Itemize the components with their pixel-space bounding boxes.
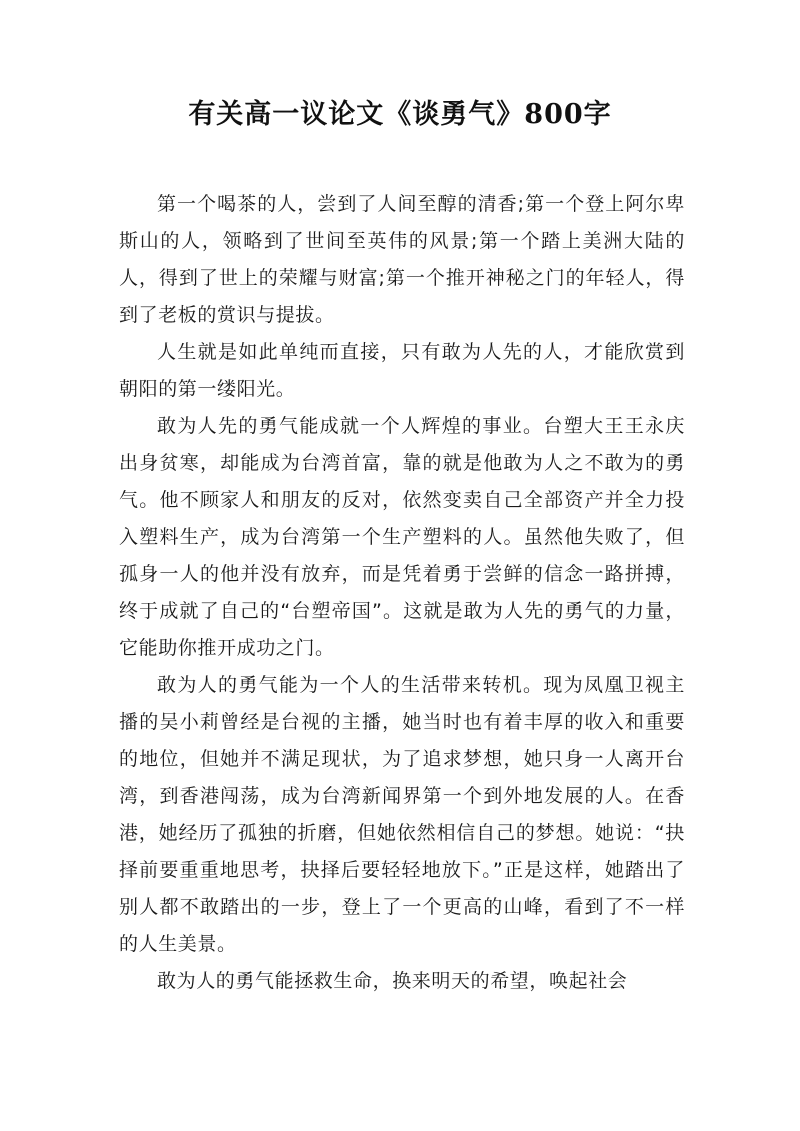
paragraph-4: 敢为人的勇气能为一个人的生活带来转机。现为凤凰卫视主播的吴小莉曾经是台视的主播，她当时也有着丰厚的收入和重要的地位，但她并不满足现状，为了追求梦想，她只身一人离开台湾，到香港闯荡，成为台湾新闻界第一个到外地发展的人。在香港，她经历了孤独的折磨，但她依然相信自己的梦想。她说：“抉择前要重重地思考，抉择后要轻轻地放下。”正是这样，她踏出了别人都不敢踏出的一步，登上了一个更高的山峰，看到了不一样的人生美景。: [119, 674, 685, 955]
paragraph-2: 人生就是如此单纯而直接，只有敢为人先的人，才能欣赏到朝阳的第一缕阳光。: [119, 341, 685, 400]
paragraph-5: 敢为人的勇气能拯救生命，换来明天的希望，唤起社会: [157, 970, 628, 992]
paragraph-3: 敢为人先的勇气能成就一个人辉煌的事业。台塑大王王永庆出身贫寒，却能成为台湾首富，靠的就是他敢为人之不敢为的勇气。他不顾家人和朋友的反对，依然变卖自己全部资产并全力投入塑料生产，成为台湾第一个生产塑料的人。虽然他失败了，但孤身一人的他并没有放弃，而是凭着勇于尝鲜的信念一路拼搏，终于成就了自己的“台塑帝国”。这就是敢为人先的勇气的力量，它能助你推开成功之门。: [119, 415, 685, 659]
paragraph-1: 第一个喝茶的人，尝到了人间至醇的清香;第一个登上阿尔卑斯山的人，领略到了世间至英伟的风景;第一个踏上美洲大陆的人，得到了世上的荣耀与财富;第一个推开神秘之门的年轻人，得到了老板的赏识与提拔。: [119, 193, 685, 326]
document-title: 有关高一议论文《谈勇气》800字: [188, 99, 612, 130]
document-body: [119, 186, 685, 1000]
